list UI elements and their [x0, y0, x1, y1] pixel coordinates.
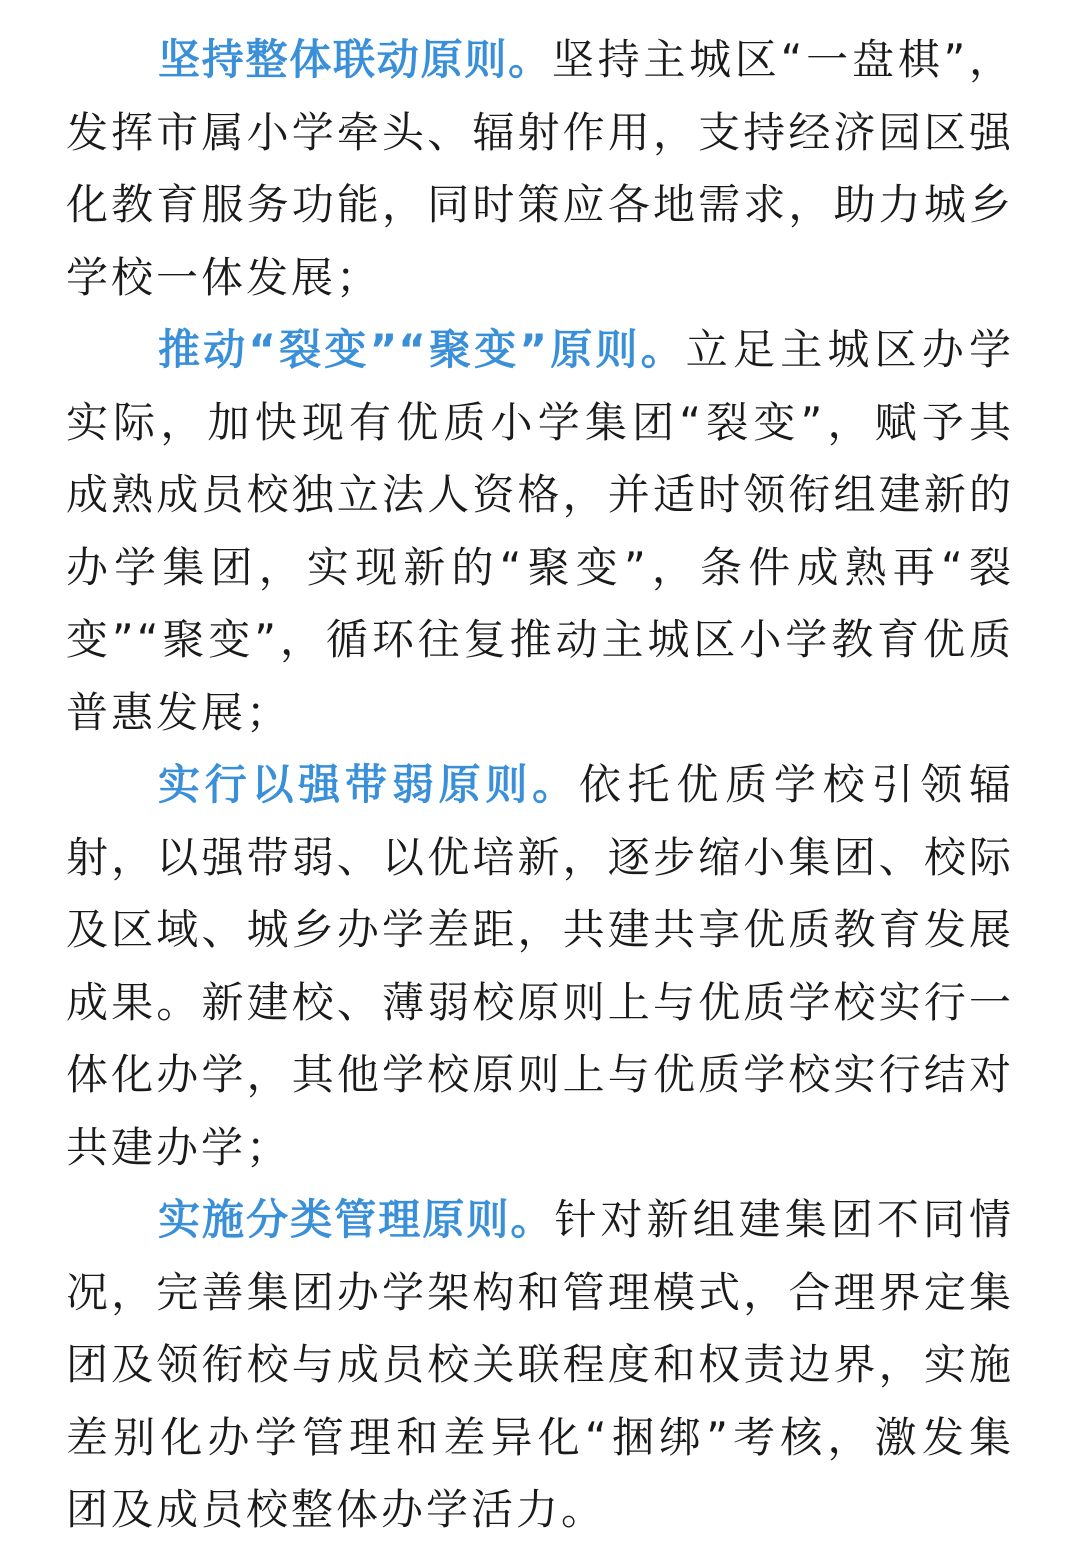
principle-paragraph-3 [66, 749, 1014, 1184]
principle-paragraph-4 [66, 1184, 1014, 1547]
principle-heading-4: 实施分类管理原则。 [158, 1195, 555, 1244]
principle-body-4: 针对新组建集团不同情况，完善集团办学架构和管理模式，合理界定集团及领衔校与成员校关联程度和权责边界，实施差别化办学管理和差异化“捆绑”考核，激发集团及成员校整体办学活力。 [66, 1195, 1014, 1534]
principle-body-3: 依托优质学校引领辐射，以强带弱、以优培新，逐步缩小集团、校际及区域、城乡办学差距，共建共享优质教育发展成果。新建校、薄弱校原则上与优质学校实行一体化办学，其他学校原则上与优质学校实行结对共建办学； [66, 760, 1014, 1172]
principle-body-1: 坚持主城区“一盘棋”，发挥市属小学牵头、辐射作用，支持经济园区强化教育服务功能，同时策应各地需求，助力城乡学校一体发展； [66, 35, 1014, 302]
principle-heading-1: 坚持整体联动原则。 [158, 35, 552, 84]
principle-heading-2: 推动“裂变”“聚变”原则。 [158, 325, 686, 374]
principle-paragraph-2 [66, 314, 1014, 749]
principle-heading-3: 实行以强带弱原则。 [158, 760, 579, 809]
principle-body-2: 立足主城区办学实际，加快现有优质小学集团“裂变”，赋予其成熟成员校独立法人资格，并适时领衔组建新的办学集团，实现新的“聚变”，条件成熟再“裂变”“聚变”，循环往复推动主城区小学教育优质普惠发展； [66, 325, 1014, 737]
principle-paragraph-1 [66, 24, 1014, 314]
